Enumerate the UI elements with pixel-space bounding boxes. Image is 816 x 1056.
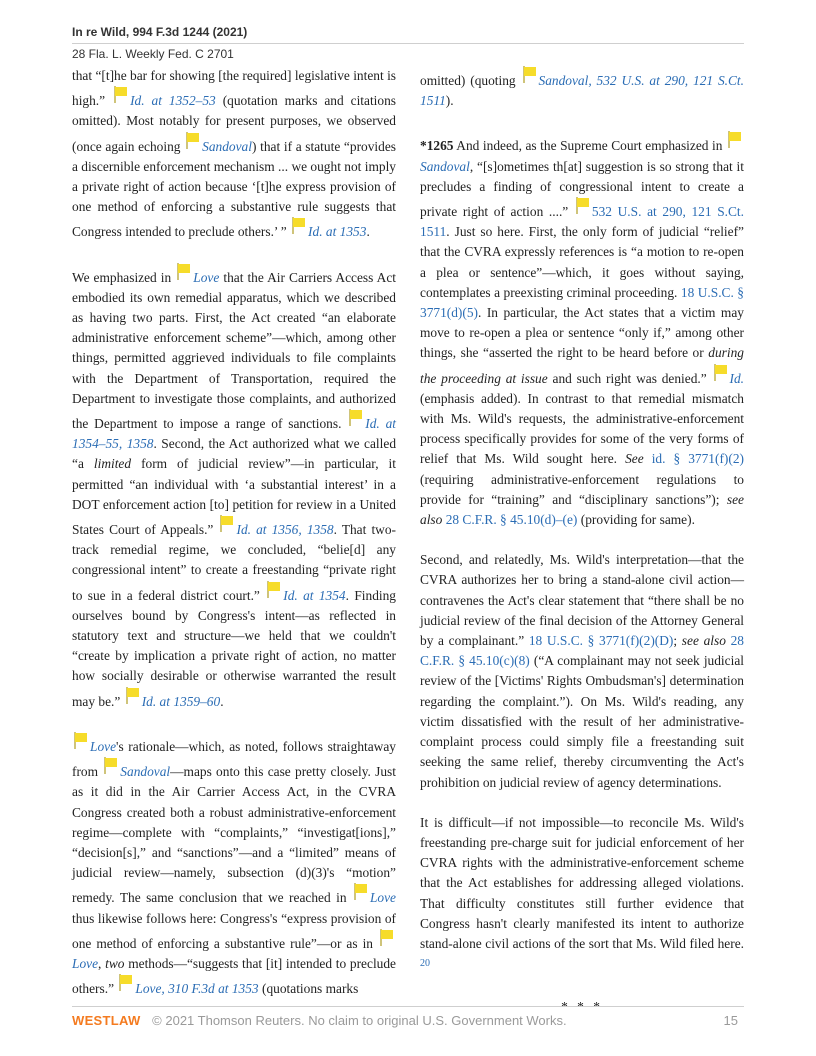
citation-link[interactable]: Id. [729, 370, 745, 386]
citation-link[interactable]: Sandoval [202, 138, 252, 154]
citation-link[interactable]: Love [369, 890, 396, 906]
yellow-flag-icon[interactable] [117, 974, 133, 991]
citation-link[interactable]: Id. at 1352–53 [130, 93, 216, 109]
yellow-flag-icon[interactable] [726, 131, 742, 148]
citation-link[interactable]: Id. at 1353 [308, 224, 367, 240]
paragraph: that “[t]he bar for showing [the required] legislative intent is high.” Id. at 1352–53 (quotation marks and citations omitted). Most notably for present purposes, we observed (once again echoing Sandoval) that if a statute “provides a discernible enforcement mechanism ... we ought not imply a private right of action because ‘[t]he express provision of one method of enforcing a substantive rule suggests that Congress intended to preclude others.’ ” Id. at 1353. [72, 68, 397, 240]
yellow-flag-icon[interactable] [102, 757, 118, 774]
yellow-flag-icon[interactable] [218, 515, 234, 532]
paragraph: *1265 And indeed, as the Supreme Court emphasized in Sandoval, “[s]ometimes th[at] suggestion is so strong that it precludes a finding of congressional intent to create a private right of action ....” 532 U.S. at 290, 121 S.Ct. 1511. Just so here. First, the only form of judicial “relief” that the CVRA expressly references is “a motion to re-open a plea or sentence”—which, it goes without saying, contemplates a preexisting criminal proceeding. 18 U.S.C. § 3771(d)(5). In particular, the Act states that a victim may move to re-open a plea or sentence “only if,” among other things, she “asserted the right to be heard before or during the proceeding at issue and such right was denied.” Id. (emphasis added). In contrast to that remedial mismatch with Ms. Wild's requests, the administrative-enforcement process specifically provides for some of the very forms of relief that Ms. Wild sought here. See id. § 3771(f)(2) (requiring administrative-enforcement regulations to provide for “training” and “disciplinary sanctions”); see also 28 C.F.R. § 45.10(d)–(e) (providing for same). [420, 131, 744, 530]
paragraph: It is difficult—if not impossible—to reconcile Ms. Wild's freestanding pre-charge suit for judicial enforcement of her CVRA rights with the administrative-enforcement scheme that the Act establishes for addressing alleged violations. That difficulty constitutes still further evidence that Congress hasn't clearly manifested its intent to authorize stand-alone civil actions of the sort that Ms. Wild filed here. $^{20}$ [420, 814, 744, 970]
citation-link[interactable]: Love [90, 738, 117, 754]
citation-link[interactable]: Id. at 1354–55, 1358 [72, 416, 396, 452]
paragraph: We emphasized in Love that the Air Carriers Access Act embodied its own remedial apparatus, which we described as having two parts. First, the Act created “an elaborate administrative enforcement scheme”—which, among other things, permitted aggrieved individuals to file complaints with the Department of Transportation, required the Department to investigate those complaints, and authorized the Department to impose a range of sanctions. Id. at 1354–55, 1358. Second, the Act authorized what we called “a limited form of judicial review”—in particular, it permitted “an individual with ‘a substantial interest’ in a DOT enforcement action [to] petition for review in a United States Court of Appeals.” Id. at 1356, 1358. That two-track remedial regime, we concluded, “belie[d] any congressional intent” to create a freestanding “private right to sue in a federal district court.” Id. at 1354. Finding ourselves bound by Congress's intent—as reflected in statutory text and structure—we held that we couldn't “create by implication a private right of action, no matter how socially desirable or otherwise warranted the result may be.” Id. at 1359–60. [72, 263, 396, 712]
citation-link[interactable]: id. § 3771(f)(2) [651, 451, 744, 467]
citation-link[interactable]: Sandoval, 532 U.S. at 290, 121 S.Ct. 1511 [420, 73, 744, 109]
header-divider [72, 43, 744, 44]
footnote-link[interactable]: 20 [420, 958, 430, 970]
yellow-flag-icon[interactable] [175, 263, 191, 280]
citation-link[interactable]: Sandoval [420, 158, 470, 174]
yellow-flag-icon[interactable] [112, 86, 128, 103]
yellow-flag-icon[interactable] [521, 66, 537, 83]
section-separator: * * * [561, 999, 603, 1015]
document-header [72, 24, 744, 62]
citation-link[interactable]: Love, 310 F.3d at 1353 [135, 981, 259, 997]
right-column [420, 66, 744, 1018]
citation-link[interactable]: Love [72, 955, 99, 971]
page-footer [72, 1006, 744, 1028]
yellow-flag-icon[interactable] [378, 929, 394, 946]
yellow-flag-icon[interactable] [347, 409, 363, 426]
citation-link[interactable]: 18 U.S.C. § 3771(f)(2)(D) [528, 633, 674, 649]
yellow-flag-icon[interactable] [72, 732, 88, 749]
yellow-flag-icon[interactable] [712, 364, 728, 381]
paragraph: Second, and relatedly, Ms. Wild's interpretation—that the CVRA authorizes her to bring a stand-alone civil action—contravenes the Act's clear statement that “there shall be no judicial review of the final decision of the Attorney General by a complainant.” 18 U.S.C. § 3771(f)(2)(D); see also 28 C.F.R. § 45.10(c)(8) (“A complainant may not seek judicial review of the [Victims' Rights Ombudsman's] determination regarding the complaint.”). On Ms. Wild's reading, any victim dissatisfied with the result of her administrative-complaint process could simply file a freestanding suit seeking the same relief, thereby circumventing the Act's prohibition on judicial review of agency determinations. [420, 552, 744, 790]
star-page-marker: *1265 [420, 138, 454, 154]
westlaw-logo: WESTLAW [72, 1013, 141, 1028]
yellow-flag-icon[interactable] [574, 197, 590, 214]
citation-link[interactable]: 18 U.S.C. § 3771(d)(5) [420, 284, 744, 321]
paragraph: omitted) (quoting Sandoval, 532 U.S. at 290, 121 S.Ct. 1511). [420, 66, 744, 111]
case-reporter: 28 Fla. L. Weekly Fed. C 2701 [72, 47, 234, 61]
citation-link[interactable]: 28 C.F.R. § 45.10(d)–(e) [445, 512, 578, 528]
citation-link[interactable]: Sandoval [120, 764, 171, 780]
citation-link[interactable]: 532 U.S. at 290, 121 S.Ct. 1511 [420, 204, 744, 240]
paragraph: Love's rationale—which, as noted, follows straightaway from Sandoval—maps onto this case pretty closely. Just as it did in the Air Carrier Access Act, in the CVRA Congress created both a robust administrative-enforcement regime—complete with “complaints,” “investigat[ions],” “decision[s],” and “sanctions”—and a “limited” means of judicial review—namely, subsection (d)(3)'s “motion” remedy. The same conclusion that we reached in Love thus likewise follows here: Congress's “express provision of one method of enforcing a substantive rule”—or as in Love, two methods—“suggests that [it] intended to preclude others.” Love, 310 F.3d at 1353 (quotations marks [72, 732, 396, 999]
left-column [72, 66, 396, 999]
copyright-notice: © 2021 Thomson Reuters. No claim to original U.S. Government Works. [152, 1013, 567, 1028]
yellow-flag-icon[interactable] [265, 581, 281, 598]
page-number: 15 [723, 1013, 738, 1028]
case-title: In re Wild, 994 F.3d 1244 (2021) [72, 25, 248, 39]
citation-link[interactable]: Love [193, 269, 220, 285]
yellow-flag-icon[interactable] [184, 132, 200, 149]
citation-link[interactable]: Id. at 1354 [283, 587, 346, 603]
citation-link[interactable]: Id. at 1356, 1358 [236, 522, 334, 538]
yellow-flag-icon[interactable] [290, 217, 306, 234]
citation-link[interactable]: 28 C.F.R. § 45.10(c)(8) [420, 633, 744, 669]
citation-link[interactable]: Id. at 1359–60 [141, 693, 221, 709]
yellow-flag-icon[interactable] [352, 883, 368, 900]
yellow-flag-icon[interactable] [124, 687, 140, 704]
